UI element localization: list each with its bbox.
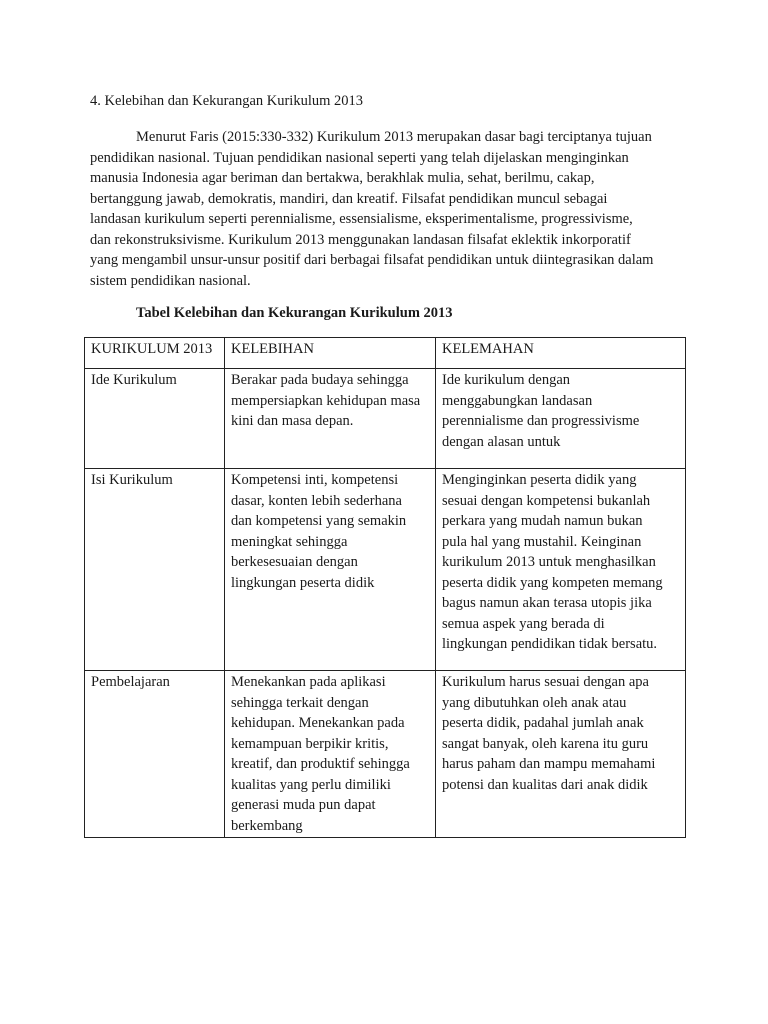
cell-line: potensi dan kualitas dari anak didik	[442, 776, 648, 793]
paragraph-line: landasan kurikulum seperti perennialisme, essensialisme, eksperimentalisme, progressivisme,	[90, 211, 633, 227]
kelebihan-cell	[225, 369, 436, 469]
cell-line: dasar, konten lebih sederhana	[231, 492, 402, 509]
cell-line: sehingga terkait dengan	[231, 694, 369, 711]
cell-line: berkesesuaian dengan	[231, 554, 358, 570]
cell-line: bagus namun akan terasa utopis jika	[442, 595, 652, 611]
kelemahan-cell	[436, 469, 686, 671]
table-row	[85, 469, 686, 671]
paragraph-line: pendidikan nasional. Tujuan pendidikan nasional seperti yang telah dijelaskan menginginkan	[90, 149, 629, 166]
cell-line: mempersiapkan kehidupan masa	[231, 392, 421, 409]
cell-line: perennialisme dan progressivisme	[442, 413, 640, 429]
cell-line: Ide kurikulum dengan	[442, 372, 571, 388]
table-row	[85, 671, 686, 838]
header-kelebihan: KELEBIHAN	[225, 338, 436, 369]
cell-line: perkara yang mudah namun bukan	[442, 513, 643, 529]
cell-line: berkembang	[231, 817, 303, 834]
cell-line: kreatif, dan produktif sehingga	[231, 756, 410, 772]
section-heading: 4. Kelebihan dan Kekurangan Kurikulum 2013	[90, 93, 364, 109]
paragraph-line: manusia Indonesia agar beriman dan bertakwa, berakhlak mulia, sehat, berilmu, cakap,	[90, 170, 595, 186]
cell-line: peserta didik, padahal jumlah anak	[442, 715, 644, 731]
comparison-table	[84, 337, 686, 838]
table-header-row	[85, 338, 686, 369]
header-kelemahan: KELEMAHAN	[436, 338, 686, 369]
cell-line: sesuai dengan kompetensi bukanlah	[442, 492, 651, 509]
table-row	[85, 369, 686, 469]
cell-line: sangat banyak, oleh karena itu guru	[442, 735, 649, 752]
paragraph-line: Menurut Faris (2015:330-332) Kurikulum 2013 merupakan dasar bagi terciptanya tujuan	[136, 129, 652, 145]
cell-line: Menekankan pada aplikasi	[231, 674, 386, 690]
paragraph-line: dan rekonstruksivisme. Kurikulum 2013 menggunakan landasan filsafat eklektik inkorporatif	[90, 231, 631, 248]
cell-line: Kompetensi inti, kompetensi	[231, 472, 399, 488]
cell-line: kini dan masa depan.	[231, 413, 354, 429]
cell-line: lingkungan peserta didik	[231, 574, 375, 591]
cell-line: menggabungkan landasan	[442, 392, 593, 409]
cell-line: pula hal yang mustahil. Keinginan	[442, 533, 642, 550]
paragraph-line: bertanggung jawab, demokratis, mandiri, dan kreatif. Filsafat pendidikan muncul sebagai	[90, 190, 608, 207]
paragraph-line: yang mengambil unsur-unsur positif dari berbagai filsafat pendidikan untuk diintegrasikan dalam	[90, 252, 654, 268]
kelemahan-cell	[436, 671, 686, 838]
table-title: Tabel Kelebihan dan Kekurangan Kurikulum 2013	[136, 305, 453, 321]
intro-paragraph	[90, 127, 653, 291]
cell-line: kehidupan. Menekankan pada	[231, 715, 405, 731]
cell-line: Menginginkan peserta didik yang	[442, 472, 637, 488]
row-aspect: Pembelajaran	[85, 671, 225, 838]
cell-line: meningkat sehingga	[231, 533, 348, 550]
cell-line: lingkungan pendidikan tidak bersatu.	[442, 636, 658, 652]
header-kurikulum: KURIKULUM 2013	[85, 338, 225, 369]
cell-line: yang dibutuhkan oleh anak atau	[442, 694, 627, 711]
row-aspect: Isi Kurikulum	[85, 469, 225, 671]
paragraph-line: sistem pendidikan nasional.	[90, 272, 251, 289]
kelebihan-cell	[225, 671, 436, 838]
kelemahan-cell	[436, 369, 686, 469]
cell-line: kualitas yang perlu dimiliki	[231, 776, 391, 793]
cell-line: harus paham dan mampu memahami	[442, 756, 656, 772]
kelebihan-cell	[225, 469, 436, 671]
cell-line: dengan alasan untuk	[442, 433, 561, 450]
row-aspect: Ide Kurikulum	[85, 369, 225, 469]
cell-line: peserta didik yang kompeten memang	[442, 574, 663, 591]
cell-line: kemampuan berpikir kritis,	[231, 735, 389, 752]
cell-line: semua aspek yang berada di	[442, 615, 605, 632]
cell-line: dan kompetensi yang semakin	[231, 513, 407, 529]
cell-line: Kurikulum harus sesuai dengan apa	[442, 674, 649, 690]
cell-line: Berakar pada budaya sehingga	[231, 372, 409, 388]
cell-line: generasi muda pun dapat	[231, 797, 376, 813]
cell-line: kurikulum 2013 untuk menghasilkan	[442, 554, 656, 570]
